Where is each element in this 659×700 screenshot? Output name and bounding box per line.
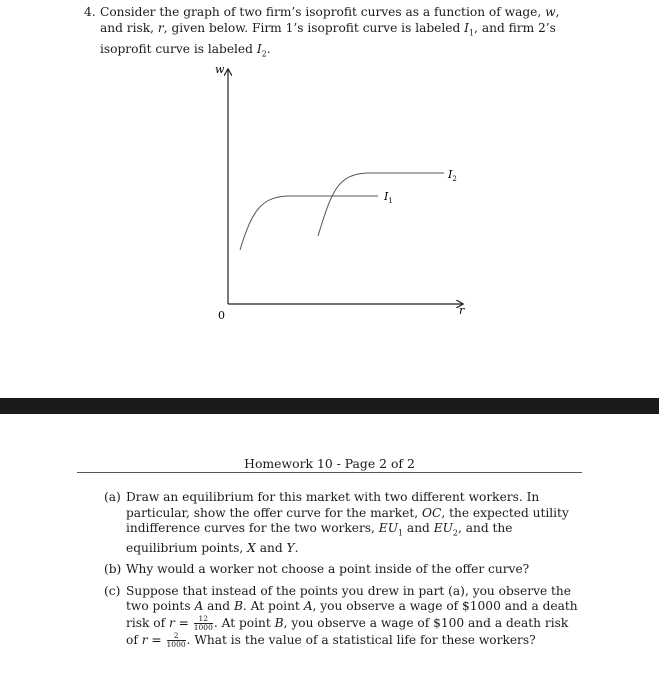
y-axis-label: w (215, 63, 225, 76)
curve-2-label: $I_2$ (448, 168, 457, 183)
part-b: (b) Why would a worker not choose a point inside of the offer curve? (104, 562, 530, 577)
header-rule (77, 472, 582, 473)
x-axis-label: r (459, 304, 465, 317)
page-header-title: Homework 10 - Page 2 of 2 (244, 456, 415, 471)
part-label: (b) (104, 562, 122, 577)
fraction-2-1000: $\frac{2}{1000}$ (166, 630, 186, 649)
curve-1-label: $I_1$ (384, 190, 393, 205)
page-divider-bar (0, 398, 659, 414)
question-number: 4. (84, 5, 96, 19)
part-label: (c) (104, 583, 121, 598)
isoprofit-curve-1 (240, 196, 378, 250)
part-label: (a) (104, 490, 121, 504)
question-text: Consider the graph of two firm’s isoprofit curves as a function of wage, w, and risk, r, given below. Firm 1’s isoprofit curve is labeled $I_1$, and firm 2’s isoprofit curve is labeled $I_2$. (100, 5, 560, 59)
fraction-12-1000: $\frac{12}{1000}$ (193, 613, 213, 632)
isoprofit-curve-2 (318, 173, 444, 236)
part-c: (c) Suppose that instead of the points you drew in part (a), you observe the two points A and B. At point A, you observe a wage of $1000 and a death risk of r = $\frac{12}{1000}$ . At point B, you observe a wage of $100 and a death risk of r = $\frac{2}{1000}$ . What is the value of a statistical life for these workers? (104, 583, 578, 649)
isoprofit-graph (200, 60, 480, 330)
question-parts (104, 490, 582, 655)
part-a: (a) Draw an equilibrium for this market with two different workers. In particular, show the offer curve for the market, OC, the expected utility indifference curves for the two workers, $EU_1$ and $EU_2$, and the equilibrium points, X and Y. (104, 490, 569, 555)
origin-label: 0 (218, 309, 225, 322)
